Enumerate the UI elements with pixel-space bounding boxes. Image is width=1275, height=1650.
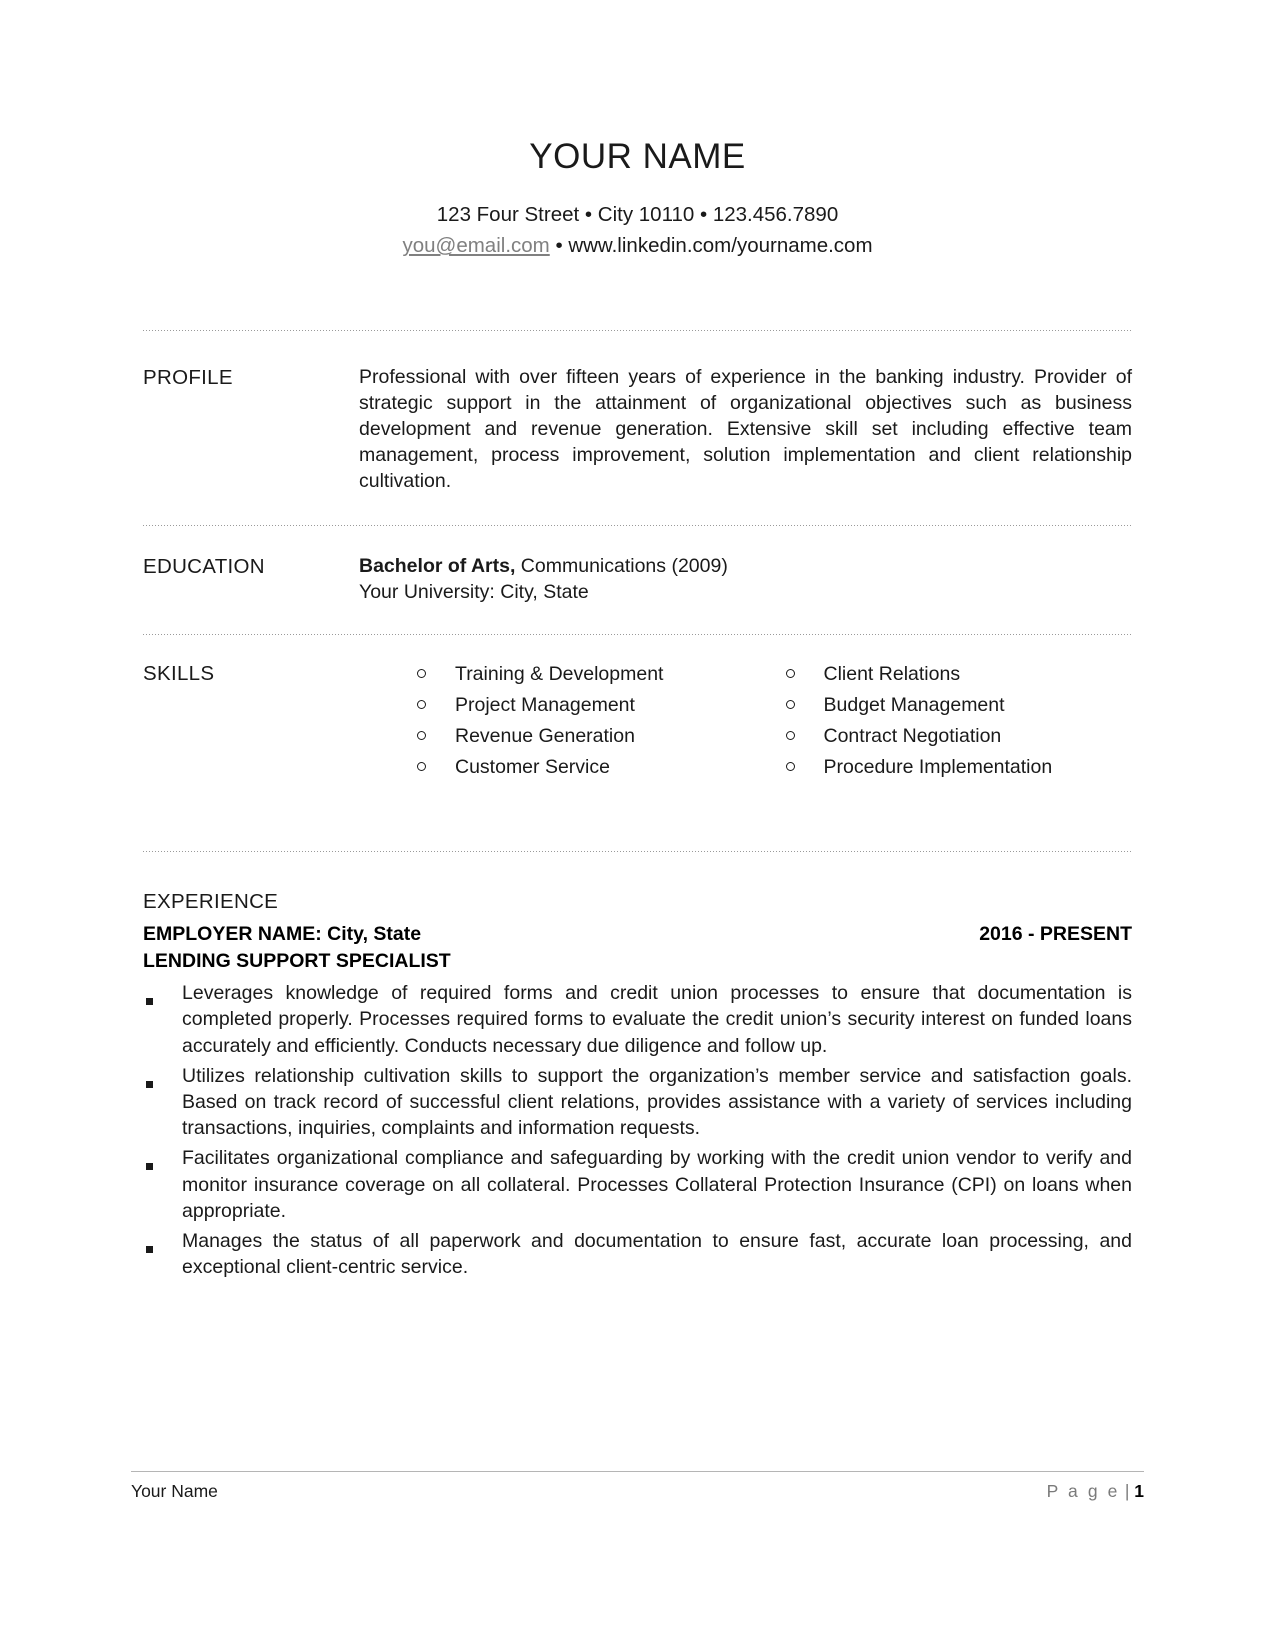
resume-content: [143, 330, 1132, 1284]
section-experience: [143, 852, 1132, 1281]
list-item: [143, 1145, 1132, 1224]
list-item: [786, 754, 1133, 781]
footer-page-word: P a g e: [1046, 1481, 1120, 1501]
section-profile: [143, 331, 1132, 525]
circle-bullet-icon: [786, 759, 824, 773]
section-education: [143, 526, 1132, 634]
circle-bullet-icon: [417, 697, 455, 711]
footer-page-indicator: [1047, 1481, 1144, 1502]
bullet-text: Facilitates organizational compliance and safeguarding by working with the credit union vendor to verify and monitor insurance coverage on all collateral. Processes Collateral Protection Insurance (CPI) on loans when appropriate.: [182, 1147, 1132, 1222]
job-employer: EMPLOYER NAME: City, State: [143, 922, 422, 945]
footer-divider: [131, 1471, 1144, 1472]
section-label-profile: PROFILE: [143, 366, 233, 389]
circle-bullet-icon: [417, 728, 455, 742]
square-bullet-icon: [143, 980, 182, 1010]
contact-address-line: 123 Four Street • City 10110 • 123.456.7890: [436, 202, 839, 226]
list-item: [786, 723, 1133, 750]
skills-column-left: [359, 661, 746, 785]
list-item: [143, 980, 1132, 1059]
skill-label: Procedure Implementation: [823, 755, 1053, 778]
list-item: [786, 661, 1133, 688]
page-title: YOUR NAME: [529, 137, 746, 176]
resume-header: [0, 0, 1275, 262]
skill-label: Contract Negotiation: [823, 724, 1002, 747]
circle-bullet-icon: [786, 728, 824, 742]
page-footer: [131, 1471, 1144, 1502]
circle-bullet-icon: [417, 666, 455, 680]
circle-bullet-icon: [786, 697, 824, 711]
website-text: www.linkedin.com/yourname.com: [568, 234, 873, 258]
contact-separator: •: [549, 234, 569, 258]
list-item: [786, 692, 1133, 719]
skill-label: Budget Management: [823, 693, 1005, 716]
skill-label: Training & Development: [455, 663, 664, 686]
skill-label: Client Relations: [823, 663, 961, 686]
section-skills: [143, 635, 1132, 851]
education-degree: Bachelor of Arts,: [359, 554, 516, 577]
email-link[interactable]: you@email.com: [402, 234, 550, 258]
job-dates: 2016 - PRESENT: [979, 922, 1132, 945]
square-bullet-icon: [143, 1063, 182, 1093]
list-item: [417, 723, 746, 750]
job-responsibility-list: [143, 980, 1132, 1280]
footer-separator: |: [1124, 1481, 1130, 1501]
list-item: [143, 1063, 1132, 1142]
skill-label: Customer Service: [455, 755, 610, 778]
job-header: [143, 921, 1132, 949]
list-item: [143, 1228, 1132, 1280]
list-item: [417, 754, 746, 781]
list-item: [417, 692, 746, 719]
education-degree-line: [359, 554, 1132, 580]
list-item: [417, 661, 746, 688]
square-bullet-icon: [143, 1145, 182, 1175]
section-label-experience: EXPERIENCE: [143, 889, 279, 913]
square-bullet-icon: [143, 1228, 182, 1258]
skill-label: Revenue Generation: [455, 724, 635, 747]
section-label-skills: SKILLS: [143, 662, 215, 686]
job-title: LENDING SUPPORT SPECIALIST: [143, 950, 451, 973]
circle-bullet-icon: [786, 666, 824, 680]
circle-bullet-icon: [417, 759, 455, 773]
section-label-education: EDUCATION: [143, 554, 265, 578]
footer-name: Your Name: [131, 1481, 218, 1501]
bullet-text: Utilizes relationship cultivation skills to support the organization’s member service and satisfaction goals. Based on track record of successful client relations, provides assistance with a variety of services including transactions, inquiries, complaints and information requests.: [182, 1064, 1132, 1140]
bullet-text: Manages the status of all paperwork and documentation to ensure fast, accurate loan processing, and exceptional client-centric service.: [182, 1230, 1132, 1279]
footer-page-number: 1: [1134, 1481, 1144, 1501]
bullet-text: Leverages knowledge of required forms and credit union processes to ensure that documentation is completed properly. Processes required forms to evaluate the credit union’s security interest on funded loans accurately and efficiently. Conducts necessary due diligence and follow up.: [182, 982, 1132, 1057]
education-degree-detail: Communications (2009): [515, 554, 728, 577]
skills-column-right: [746, 661, 1133, 785]
education-school: Your University: City, State: [359, 581, 589, 604]
contact-online-line: [0, 230, 1275, 262]
skill-label: Project Management: [455, 693, 635, 716]
profile-text: Professional with over fifteen years of experience in the banking industry. Provider of strategic support in the attainment of organizational objectives such as business development and revenue generation. Extensive skill set including effective team management, process improvement, solution implementation and client relationship cultivation.: [359, 366, 1132, 492]
